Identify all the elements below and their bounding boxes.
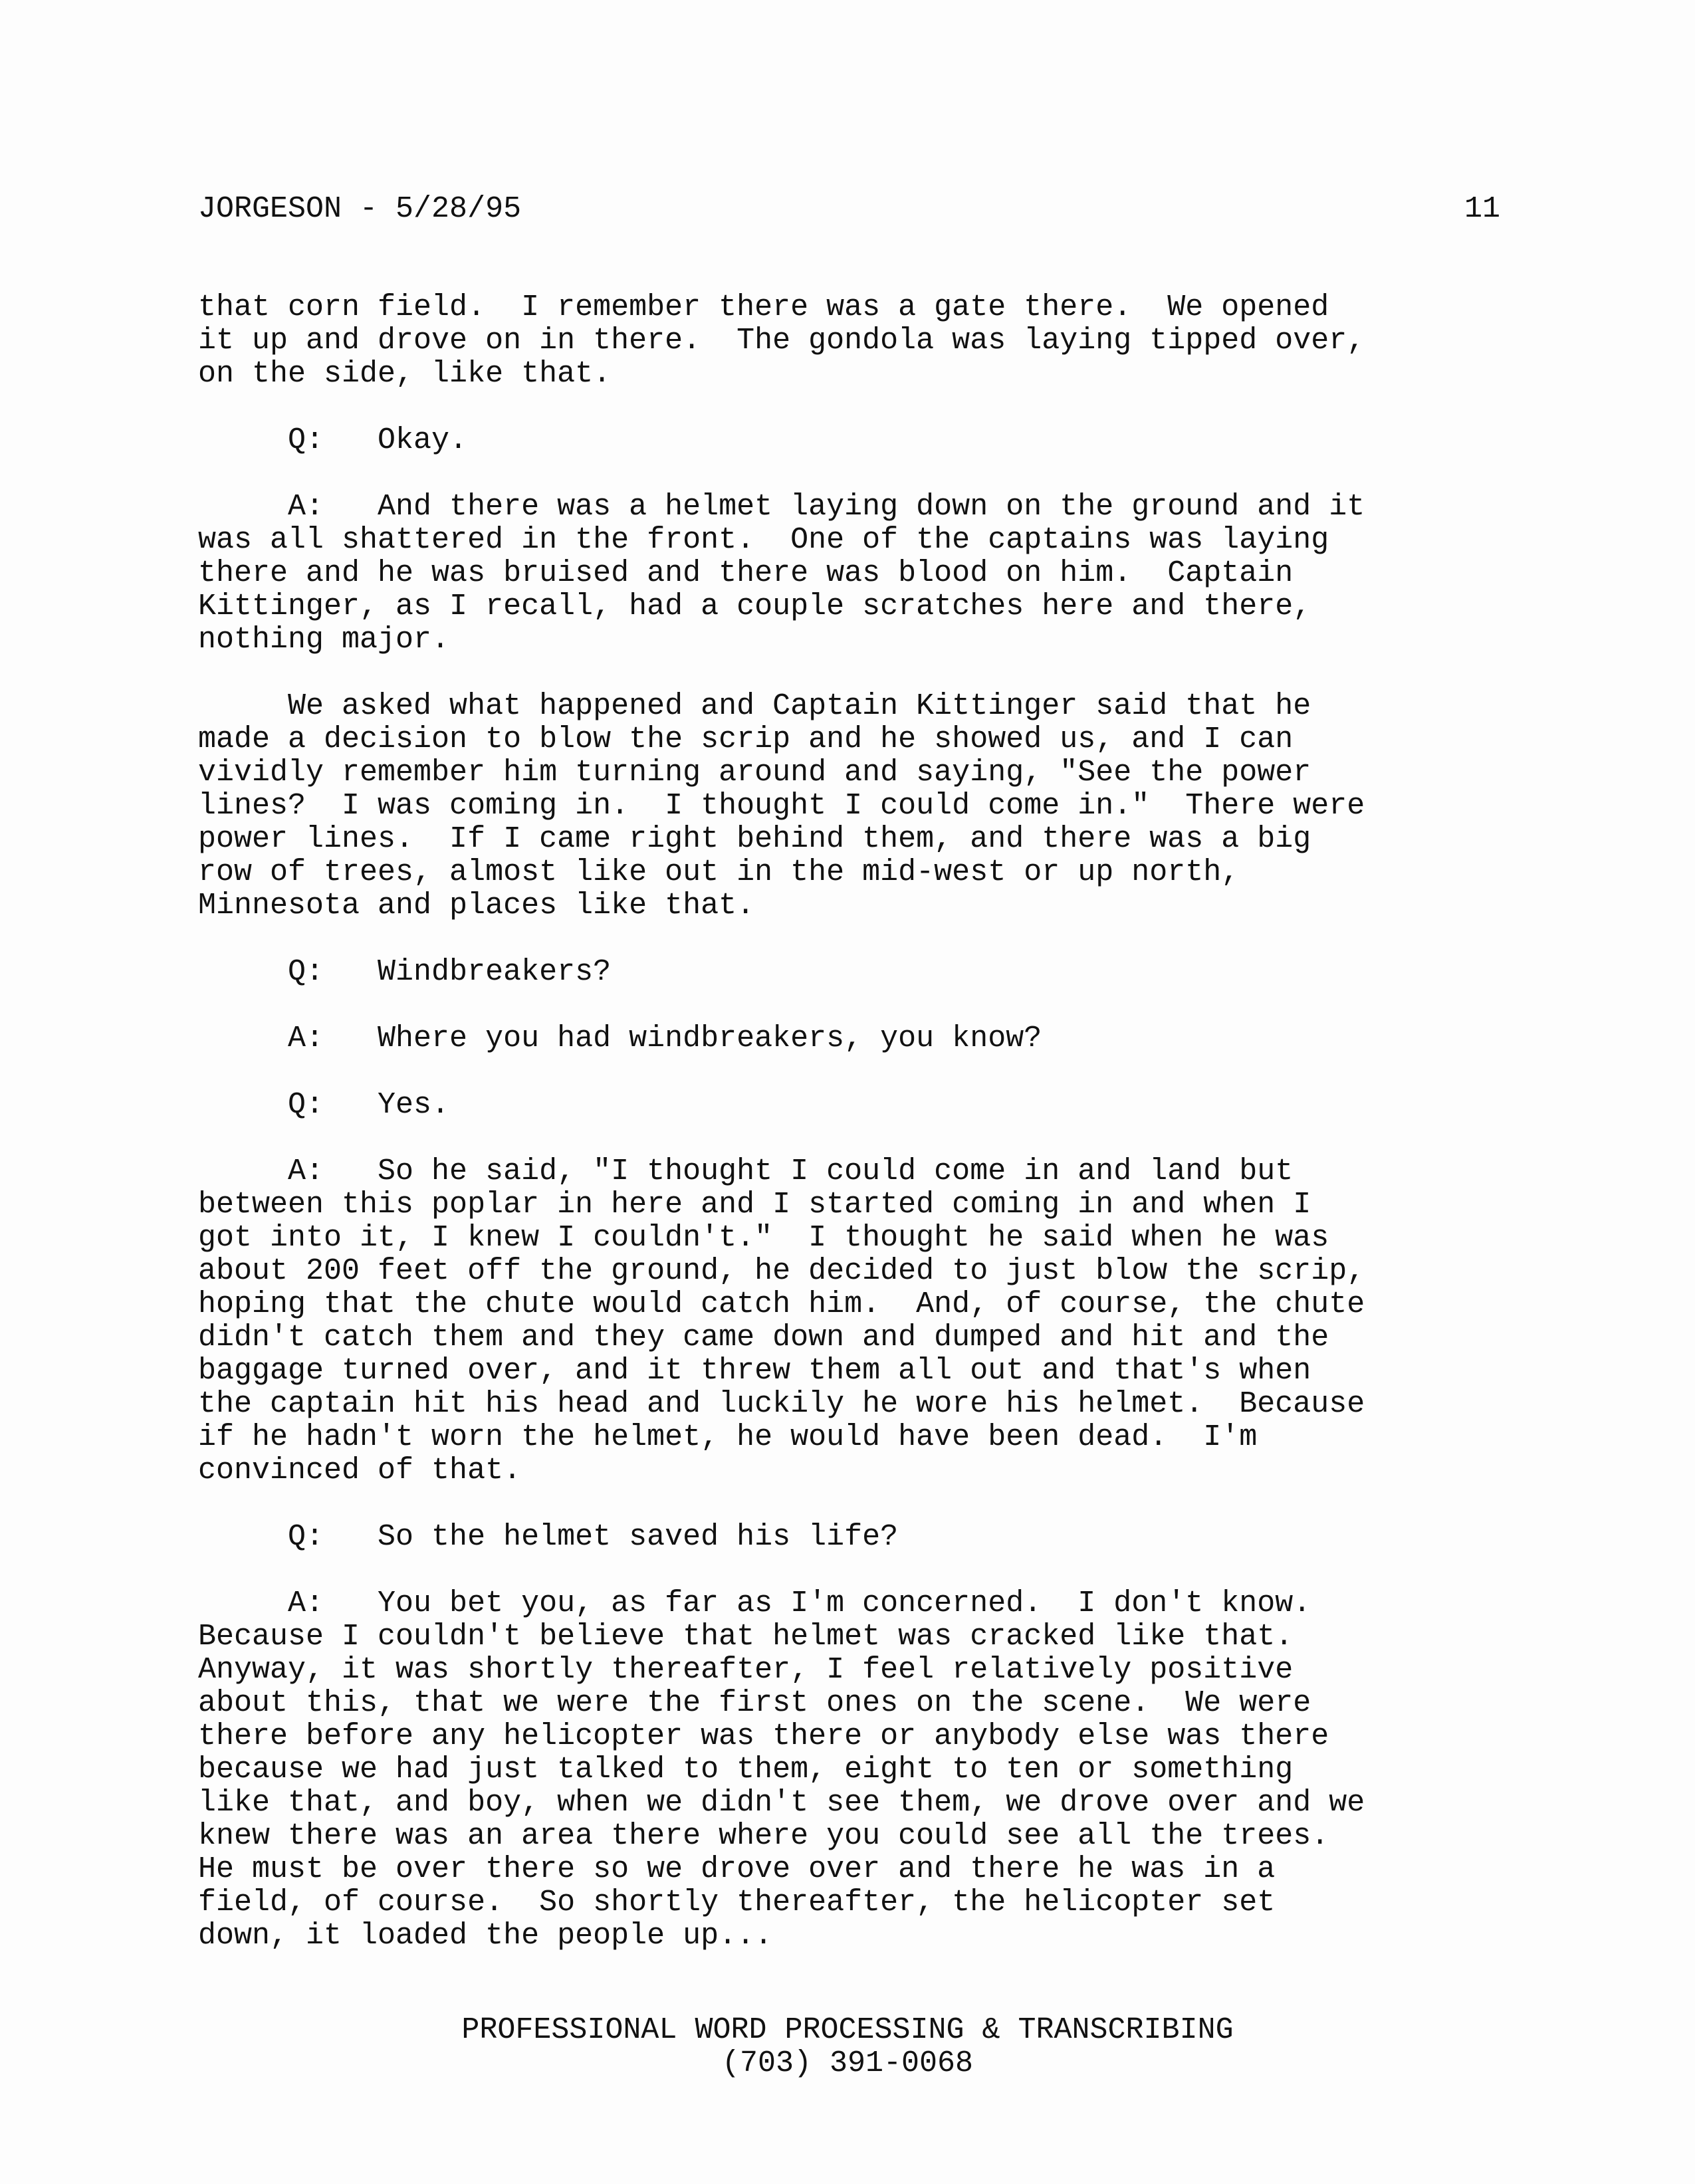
page-number: 11: [1464, 192, 1500, 226]
footer-phone: (703) 391-0068: [721, 2046, 974, 2080]
transcript-body: [198, 291, 1514, 1986]
page-footer: [0, 2014, 1695, 2080]
paragraph: A: So he said, "I thought I could come in and land but between this poplar in here and I started coming in and when I got into it, I knew I couldn't." I thought he said when he was about 200 feet off the ground, he decided to just blow the scrip, hoping that the chute would catch him. And, of course, the chute didn't catch them and they came down and dumped and hit and the baggage turned over, and it threw them all out and that's when the captain hit his head and luckily he wore his helmet. Because if he hadn't worn the helmet, he would have been dead. I'm convinced of that.: [198, 1154, 1365, 1487]
paragraph: Q: Yes.: [198, 1088, 450, 1122]
document-header-title: JORGESON - 5/28/95: [198, 192, 522, 226]
paragraph: that corn field. I remember there was a gate there. We opened it up and drove on in there. The gondola was laying tipped over, on the side, like that.: [198, 290, 1365, 391]
paragraph: Q: Okay.: [198, 423, 468, 457]
paragraph: A: You bet you, as far as I'm concerned. I don't know. Because I couldn't believe that helmet was cracked like that. Anyway, it was shortly thereafter, I feel relatively positive about this, that we were the first ones on the scene. We were there before any helicopter was there or anybody else was there because we had just talked to them, eight to ten or something like that, and boy, when we didn't see them, we drove over and we knew there was an area there where you could see all the trees. He must be over there so we drove over and there he was in a field, of course. So shortly thereafter, the helicopter set down, it loaded the people up...: [198, 1586, 1365, 1953]
paragraph: A: Where you had windbreakers, you know?: [198, 1022, 1042, 1055]
paragraph: We asked what happened and Captain Kittinger said that he made a decision to blow the scrip and he showed us, and I can vividly remember him turning around and saying, "See the power lines? I was coming in. I thought I could come in." There were power lines. If I came right behind them, and there was a big row of trees, almost like out in the mid-west or up north, Minnesota and places like that.: [198, 689, 1365, 923]
paragraph: A: And there was a helmet laying down on the ground and it was all shattered in the front. One of the captains was laying there and he was bruised and there was blood on him. Captain Kittinger, as I recall, had a couple scratches here and there, nothing major.: [198, 490, 1365, 657]
footer-company: PROFESSIONAL WORD PROCESSING & TRANSCRIBING: [461, 2013, 1234, 2047]
paragraph: Q: So the helmet saved his life?: [198, 1520, 899, 1554]
paragraph: Q: Windbreakers?: [198, 955, 612, 989]
